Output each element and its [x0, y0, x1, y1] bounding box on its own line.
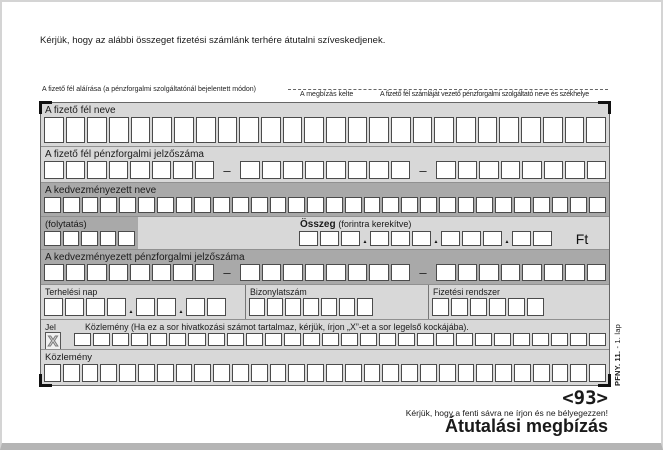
form-box[interactable]	[345, 364, 362, 382]
form-box[interactable]	[522, 264, 542, 281]
group-separator-mark: ▲	[504, 239, 510, 245]
form-box[interactable]	[458, 197, 475, 213]
form-box[interactable]	[249, 298, 265, 316]
form-box[interactable]	[512, 231, 531, 246]
form-box[interactable]	[283, 264, 303, 281]
flag-remittance-band	[41, 319, 609, 349]
form-box[interactable]	[307, 197, 324, 213]
form-box[interactable]	[267, 298, 283, 316]
form-box[interactable]	[186, 298, 205, 316]
form-box[interactable]	[173, 161, 193, 179]
form-box[interactable]	[439, 197, 456, 213]
beneficiary-account-band	[41, 249, 609, 284]
form-box[interactable]	[284, 333, 301, 346]
form-box[interactable]	[194, 197, 211, 213]
form-box[interactable]	[508, 298, 525, 316]
form-box[interactable]	[479, 161, 499, 179]
beneficiary-name-band	[41, 182, 609, 216]
payer-signature-label: A fizető fél aláírása (a pénzforgalmi szolgáltatónál bejelentett módon)	[42, 86, 257, 93]
form-box[interactable]	[138, 197, 155, 213]
form-box[interactable]	[87, 117, 107, 143]
form-title: Átutalási megbízás	[444, 416, 608, 436]
amount-line	[296, 231, 609, 249]
dash-separator: –	[419, 162, 427, 178]
ocr-code: <93>	[562, 387, 608, 409]
form-box[interactable]	[326, 117, 346, 143]
debit-day-section	[41, 285, 245, 319]
empty-spacer-area	[138, 217, 296, 249]
form-box[interactable]	[495, 364, 512, 382]
voucher-boxes	[246, 298, 428, 319]
amount-boxes	[296, 231, 555, 249]
corner-mark-bottom-left	[39, 374, 52, 387]
debit-day-label: Terhelési nap	[45, 287, 98, 297]
form-box[interactable]	[357, 298, 373, 316]
form-box[interactable]	[587, 264, 607, 281]
payer-bank-label: A fizető fél számláját vezető pénzforgalmi szolgáltató neve és székhelye	[380, 91, 589, 98]
form-box[interactable]	[326, 197, 343, 213]
form-box[interactable]	[348, 264, 368, 281]
form-box[interactable]	[87, 264, 107, 281]
form-box[interactable]	[213, 364, 230, 382]
page-number: - 1. lap	[613, 324, 622, 351]
flag-label: Jel	[45, 322, 56, 332]
remittance-note-label: Közlemény (Ha ez a sor hivatkozási számot tartalmaz, kérjük, írjon „X”-et a sor legelső kockájába).	[85, 322, 469, 332]
form-box[interactable]	[321, 298, 337, 316]
form-box[interactable]	[81, 231, 98, 246]
form-box[interactable]	[44, 298, 63, 316]
top-label-row	[40, 85, 610, 101]
form-box[interactable]	[305, 161, 325, 179]
remittance2-band	[41, 349, 609, 385]
group-separator-mark: ▲	[178, 309, 184, 315]
form-box[interactable]	[436, 161, 456, 179]
form-box[interactable]	[551, 333, 568, 346]
form-box[interactable]	[412, 231, 431, 246]
form-box[interactable]	[420, 197, 437, 213]
payment-system-label: Fizetési rendszer	[433, 287, 500, 297]
form-box[interactable]	[239, 117, 259, 143]
form-box[interactable]	[370, 231, 389, 246]
form-box[interactable]	[543, 117, 563, 143]
form-number: PFNY. 11.	[613, 350, 622, 386]
form-box[interactable]	[93, 333, 110, 346]
form-box[interactable]	[522, 161, 542, 179]
corner-mark-top-left	[39, 101, 52, 114]
form-box[interactable]	[565, 264, 585, 281]
form-box[interactable]	[326, 264, 346, 281]
form-box[interactable]	[66, 161, 86, 179]
form-box[interactable]	[379, 333, 396, 346]
form-box[interactable]	[348, 117, 368, 143]
form-box[interactable]	[119, 364, 136, 382]
dash-separator: –	[419, 265, 427, 280]
form-box[interactable]	[100, 231, 117, 246]
form-box[interactable]	[432, 298, 449, 316]
form-box[interactable]	[44, 197, 61, 213]
payer-account-band	[41, 146, 609, 182]
form-box[interactable]	[441, 231, 460, 246]
form-box[interactable]	[552, 364, 569, 382]
form-box[interactable]	[413, 117, 433, 143]
form-box[interactable]	[533, 197, 550, 213]
form-box[interactable]	[262, 161, 282, 179]
form-box[interactable]	[391, 231, 410, 246]
form-number-side-note	[613, 290, 622, 386]
form-box[interactable]	[157, 197, 174, 213]
form-box[interactable]	[532, 333, 549, 346]
form-box[interactable]	[483, 231, 502, 246]
form-box[interactable]	[533, 231, 552, 246]
form-box[interactable]	[270, 197, 287, 213]
form-box[interactable]	[188, 333, 205, 346]
form-box[interactable]	[44, 264, 64, 281]
continuation-label: (folytatás)	[45, 219, 87, 230]
form-box[interactable]	[66, 117, 86, 143]
flag-section	[41, 320, 71, 349]
corner-mark-bottom-right	[598, 374, 611, 387]
remittance1-boxes	[71, 333, 609, 349]
remittance2-boxes	[41, 364, 609, 385]
form-box[interactable]	[303, 333, 320, 346]
form-box[interactable]	[109, 117, 129, 143]
form-box[interactable]	[213, 197, 230, 213]
form-box[interactable]	[320, 231, 339, 246]
payer-name-band	[41, 103, 609, 146]
form-box[interactable]	[194, 364, 211, 382]
form-box[interactable]	[86, 298, 105, 316]
form-box[interactable]	[130, 161, 150, 179]
form-box[interactable]	[207, 298, 226, 316]
form-box[interactable]	[475, 333, 492, 346]
form-box[interactable]	[501, 161, 521, 179]
form-box[interactable]	[283, 161, 303, 179]
payment-system-boxes	[429, 298, 609, 319]
form-box[interactable]	[218, 117, 238, 143]
voucher-label: Bizonylatszám	[250, 287, 307, 297]
form-box[interactable]	[391, 117, 411, 143]
voucher-section	[245, 285, 428, 319]
form-box[interactable]	[195, 161, 215, 179]
form-box[interactable]	[299, 231, 318, 246]
form-box[interactable]	[63, 231, 80, 246]
form-box[interactable]	[434, 117, 454, 143]
form-box[interactable]	[364, 364, 381, 382]
form-box[interactable]	[552, 197, 569, 213]
beneficiary-account-label: A kedvezményezett pénzforgalmi jelzőszáma	[45, 252, 245, 263]
form-box[interactable]	[169, 333, 186, 346]
form-box[interactable]	[44, 117, 64, 143]
form-box[interactable]	[173, 264, 193, 281]
form-box[interactable]	[456, 333, 473, 346]
form-box[interactable]	[570, 197, 587, 213]
form-box[interactable]	[176, 197, 193, 213]
form-box[interactable]	[348, 161, 368, 179]
form-box[interactable]	[150, 333, 167, 346]
form-box[interactable]	[119, 197, 136, 213]
form-box[interactable]	[270, 364, 287, 382]
form-box[interactable]	[131, 333, 148, 346]
form-box[interactable]	[100, 364, 117, 382]
form-box[interactable]	[369, 161, 389, 179]
beneficiary-name-boxes	[41, 197, 609, 216]
form-box[interactable]	[341, 333, 358, 346]
form-box[interactable]	[470, 298, 487, 316]
form-box[interactable]	[478, 117, 498, 143]
form-box[interactable]	[565, 161, 585, 179]
form-box[interactable]	[339, 298, 355, 316]
form-box[interactable]	[261, 117, 281, 143]
debit-day-boxes	[41, 298, 245, 319]
form-box[interactable]	[587, 161, 607, 179]
form-box[interactable]	[391, 161, 411, 179]
currency-label: Ft	[575, 231, 589, 247]
payer-name-label: A fizető fél neve	[45, 105, 116, 116]
form-box[interactable]	[514, 364, 531, 382]
group-separator-mark: ▲	[362, 239, 368, 245]
form-box[interactable]	[82, 364, 99, 382]
form-box[interactable]	[109, 264, 129, 281]
continuation-boxes	[41, 231, 138, 249]
form-box[interactable]	[305, 264, 325, 281]
form-box[interactable]	[251, 364, 268, 382]
form-box[interactable]	[401, 197, 418, 213]
form-box[interactable]	[462, 231, 481, 246]
form-box[interactable]	[570, 364, 587, 382]
form-box[interactable]	[589, 333, 606, 346]
form-box[interactable]	[157, 364, 174, 382]
remittance1-section	[71, 320, 609, 349]
form-box[interactable]	[391, 264, 411, 281]
form-box[interactable]	[112, 333, 129, 346]
form-box[interactable]	[417, 333, 434, 346]
amount-label	[296, 217, 609, 231]
form-box[interactable]	[436, 333, 453, 346]
form-box[interactable]	[499, 117, 519, 143]
form-box[interactable]	[420, 364, 437, 382]
form-box[interactable]	[476, 197, 493, 213]
form-box[interactable]	[196, 117, 216, 143]
form-box[interactable]	[152, 117, 172, 143]
order-date-label: A megbízás kelte	[300, 91, 354, 98]
form-box[interactable]	[283, 117, 303, 143]
form-box[interactable]	[63, 197, 80, 213]
form-box[interactable]	[451, 298, 468, 316]
form-box[interactable]	[476, 364, 493, 382]
form-box[interactable]	[382, 197, 399, 213]
form-box[interactable]	[65, 298, 84, 316]
amount-label-note: (forintra kerekítve)	[338, 219, 412, 229]
corner-mark-top-right	[598, 101, 611, 114]
form-box[interactable]	[589, 197, 606, 213]
form-box[interactable]	[494, 333, 511, 346]
form-box[interactable]	[514, 197, 531, 213]
form-box[interactable]	[109, 161, 129, 179]
form-box[interactable]	[369, 264, 389, 281]
form-box[interactable]	[544, 264, 564, 281]
form-box[interactable]	[130, 264, 150, 281]
form-box[interactable]	[436, 264, 456, 281]
amount-label-bold: Összeg	[300, 219, 336, 230]
form-box[interactable]	[521, 117, 541, 143]
form-box[interactable]	[527, 298, 544, 316]
form-box[interactable]	[74, 333, 91, 346]
beneficiary-name-label: A kedvezményezett neve	[45, 185, 157, 196]
form-box[interactable]	[439, 364, 456, 382]
form-box[interactable]	[251, 197, 268, 213]
form-box[interactable]	[82, 197, 99, 213]
form-box[interactable]	[326, 364, 343, 382]
form-box[interactable]	[304, 117, 324, 143]
continuation-section	[41, 217, 138, 249]
form-box[interactable]	[326, 161, 346, 179]
flag-x-mark[interactable]: X	[45, 332, 61, 349]
continuation-amount-band	[41, 216, 609, 249]
form-box[interactable]	[360, 333, 377, 346]
form-box[interactable]	[398, 333, 415, 346]
form-box[interactable]	[458, 364, 475, 382]
payer-account-label: A fizető fél pénzforgalmi jelzőszáma	[45, 149, 204, 160]
form-box[interactable]	[138, 364, 155, 382]
form-box[interactable]	[44, 231, 61, 246]
form-box[interactable]	[382, 364, 399, 382]
dash-separator: –	[223, 162, 231, 178]
transfer-form-grid	[40, 102, 610, 386]
beneficiary-account-boxes	[41, 264, 609, 284]
form-box[interactable]	[285, 298, 301, 316]
form-box[interactable]	[458, 264, 478, 281]
form-box[interactable]	[586, 117, 606, 143]
debit-voucher-system-band	[41, 284, 609, 319]
form-box[interactable]	[152, 264, 172, 281]
form-box[interactable]	[87, 161, 107, 179]
form-box[interactable]	[345, 197, 362, 213]
form-box[interactable]	[565, 117, 585, 143]
form-box[interactable]	[303, 298, 319, 316]
form-box[interactable]	[157, 298, 176, 316]
form-box[interactable]	[174, 117, 194, 143]
payer-name-boxes	[41, 117, 609, 146]
form-box[interactable]	[131, 117, 151, 143]
form-box[interactable]	[232, 364, 249, 382]
form-box[interactable]	[501, 264, 521, 281]
form-box[interactable]	[107, 298, 126, 316]
form-box[interactable]	[456, 117, 476, 143]
form-box[interactable]	[533, 364, 550, 382]
form-box[interactable]	[544, 161, 564, 179]
signature-dashed-line	[288, 89, 608, 90]
form-box[interactable]	[307, 364, 324, 382]
group-separator-mark: ▲	[433, 239, 439, 245]
form-box[interactable]	[195, 264, 215, 281]
form-box[interactable]	[341, 231, 360, 246]
group-separator-mark: ▲	[128, 309, 134, 315]
form-box[interactable]	[136, 298, 155, 316]
form-box[interactable]	[479, 264, 499, 281]
form-box[interactable]	[288, 197, 305, 213]
form-box[interactable]	[66, 264, 86, 281]
form-box[interactable]	[240, 264, 260, 281]
form-box[interactable]	[513, 333, 530, 346]
payment-system-section	[428, 285, 609, 319]
form-box[interactable]	[458, 161, 478, 179]
form-box[interactable]	[401, 364, 418, 382]
footer-warning: Kérjük, hogy a fenti sávra ne írjon és ne bélyegezzen!	[405, 408, 608, 418]
form-box[interactable]	[152, 161, 172, 179]
form-box[interactable]	[240, 161, 260, 179]
amount-section	[296, 217, 609, 249]
form-box[interactable]	[44, 161, 64, 179]
remittance2-label: Közlemény	[45, 352, 92, 363]
form-box[interactable]	[495, 197, 512, 213]
form-box[interactable]	[227, 333, 244, 346]
form-box[interactable]	[232, 197, 249, 213]
form-box[interactable]	[364, 197, 381, 213]
form-box[interactable]	[118, 231, 135, 246]
intro-text: Kérjük, hogy az alábbi összeget fizetési számlánk terhére átutalni szíveskedjenek.	[40, 35, 386, 46]
form-box[interactable]	[570, 333, 587, 346]
form-box[interactable]	[288, 364, 305, 382]
form-box[interactable]	[246, 333, 263, 346]
dash-separator: –	[223, 265, 231, 280]
form-box[interactable]	[100, 197, 117, 213]
form-box[interactable]	[208, 333, 225, 346]
form-box[interactable]	[176, 364, 193, 382]
form-box[interactable]	[489, 298, 506, 316]
form-box[interactable]	[265, 333, 282, 346]
form-box[interactable]	[369, 117, 389, 143]
form-box[interactable]	[262, 264, 282, 281]
payer-account-boxes	[41, 161, 609, 182]
form-box[interactable]	[63, 364, 80, 382]
form-box[interactable]	[322, 333, 339, 346]
